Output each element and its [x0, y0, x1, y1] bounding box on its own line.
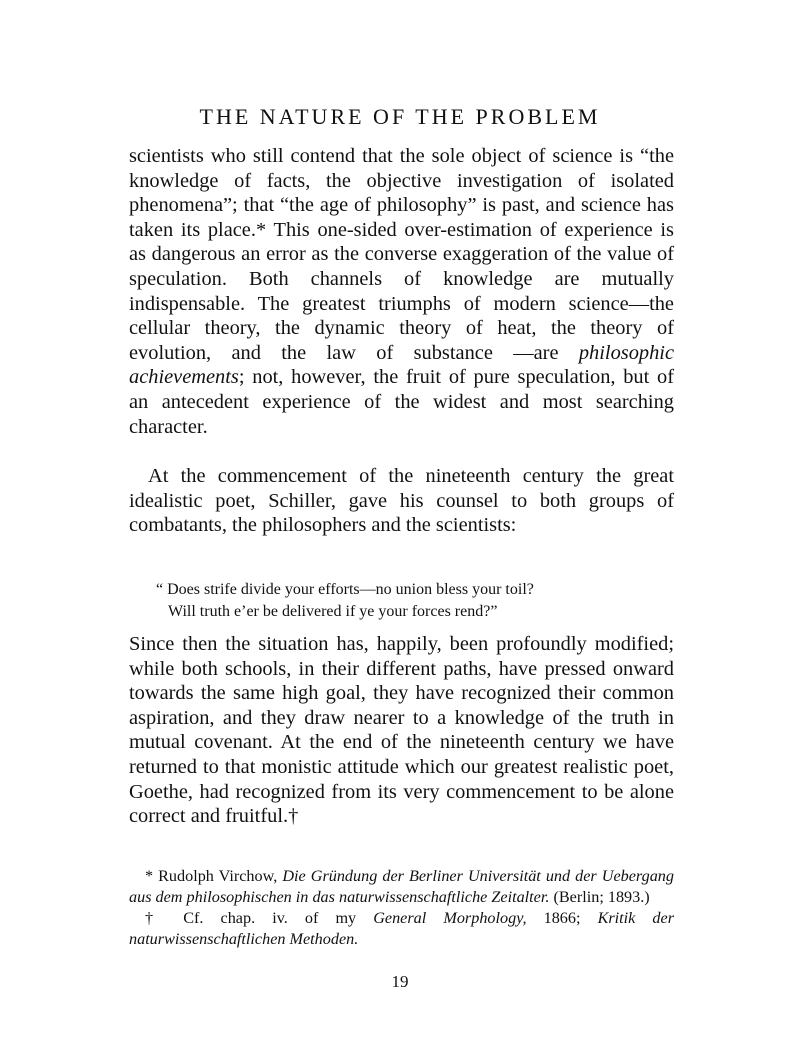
verse-line-2: Will truth e’er be delivered if ye your forces rend?” — [168, 603, 498, 620]
paragraph-1-emphasis: philosophic achievements — [129, 341, 674, 389]
footnote-2-lead: † Cf. chap. iv. of my — [145, 909, 374, 927]
footnotes — [129, 866, 674, 950]
footnote-2-title-2: Kritik der naturwissenschaftlichen Methoden. — [129, 909, 675, 948]
footnote-1 — [129, 866, 674, 908]
footnote-2 — [129, 908, 674, 950]
schiller-verse — [156, 579, 676, 623]
footnote-1-lead: * Rudolph Virchow, — [145, 867, 283, 885]
page-number: 19 — [391, 972, 409, 991]
footnote-1-title: Die Gründung der Berliner Universität und der Uebergang aus dem philosophischen in das naturwissenschaftliche Zeitalter. — [129, 867, 674, 906]
paragraph-3: Since then the situation has, happily, been profoundly modified; while both schools, in their different paths, have pressed onward towards the same high goal, they have recognized their common aspiration, and they draw nearer to a knowledge of the truth in mutual covenant. At the end of the nineteenth century we have returned to that monistic attitude which our greatest realistic poet, Goethe, had recognized from its very commencement to be alone correct and fruitful.† — [129, 633, 674, 828]
verse-line-1: “ Does strife divide your efforts—no union bless your toil? — [156, 581, 534, 598]
footnote-1-tail: (Berlin; 1893.) — [549, 888, 650, 906]
paragraph-1-text-end: ; not, however, the fruit of pure speculation, but of an antecedent experience of the widest and most searching character. — [129, 366, 674, 438]
paragraph-1-text: scientists who still contend that the sole object of science is “the knowledge of facts, the objective investigation of isolated phenomena”; that “the age of philosophy” is past, and science has taken its place.* This one-sided over-estimation of experience is as dangerous an error as the converse exaggeration of the value of speculation. Both channels of knowledge are mutually indispensable. The greatest triumphs of modern science—the cellular theory, the dynamic theory of heat, the theory of evolution, and the law of substance —are — [129, 145, 674, 364]
footnote-2-title-1: General Morphology, — [373, 909, 527, 927]
paragraph-2: At the commencement of the nineteenth century the great idealistic poet, Schiller, gave his counsel to both groups of combatants, the philosophers and the scientists: — [129, 465, 674, 537]
paragraph-1 — [129, 144, 674, 439]
footnote-2-middle: 1866; — [526, 909, 598, 927]
running-head: THE NATURE OF THE PROBLEM — [199, 104, 601, 129]
